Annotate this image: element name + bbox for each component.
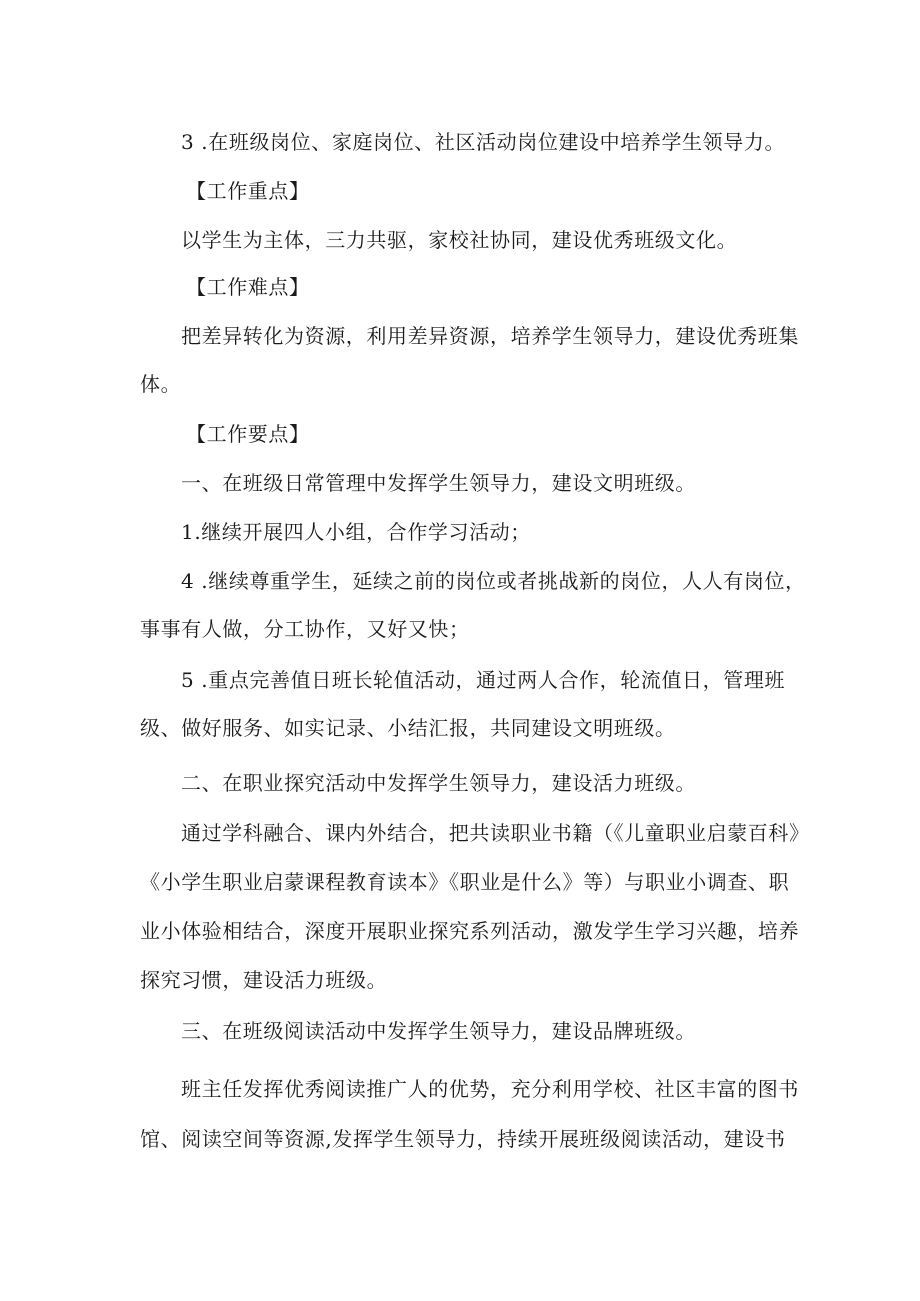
- section-3-title: 三、在班级阅读活动中发挥学生领导力，建设品牌班级。: [181, 1019, 696, 1043]
- work-difficulty-text-line1: 把差异转化为资源，利用差异资源，培养学生领导力，建设优秀班集: [181, 324, 799, 348]
- section-3-para-line1: 班主任发挥优秀阅读推广人的优势，充分利用学校、社区丰富的图书: [181, 1077, 799, 1101]
- item-3-text: 3 .在班级岗位、家庭岗位、社区活动岗位建设中培养学生领导力。: [181, 130, 786, 154]
- section-2-para-line4: 探究习惯，建设活力班级。: [140, 968, 388, 992]
- section-1-item-4-line2: 事事有人做，分工协作，又好又快；: [140, 617, 470, 641]
- section-2-para-line2: 《小学生职业启蒙课程教育读本》《职业是什么》等）与职业小调查、职: [140, 870, 790, 894]
- work-focus-text: 以学生为主体，三力共驱，家校社协同，建设优秀班级文化。: [181, 228, 738, 252]
- heading-work-focus: 【工作重点】: [186, 179, 310, 203]
- section-1-item-5-line2: 级、做好服务、如实记录、小结汇报，共同建设文明班级。: [140, 716, 676, 740]
- section-1-item-1: 1.继续开展四人小组，合作学习活动；: [181, 520, 531, 544]
- section-1-title: 一、在班级日常管理中发挥学生领导力，建设文明班级。: [181, 471, 696, 495]
- work-difficulty-text-line2: 体。: [140, 372, 182, 396]
- heading-work-difficulty: 【工作难点】: [186, 275, 310, 299]
- section-2-para-line1: 通过学科融合、课内外结合，把共读职业书籍（《儿童职业启蒙百科》: [181, 821, 810, 845]
- section-2-para-line3: 业小体验相结合，深度开展职业探究系列活动，激发学生学习兴趣，培养: [140, 919, 800, 943]
- section-3-para-line2: 馆、阅读空间等资源,发挥学生领导力，持续开展班级阅读活动，建设书: [140, 1127, 786, 1151]
- section-2-title: 二、在职业探究活动中发挥学生领导力，建设活力班级。: [181, 771, 696, 795]
- heading-work-points: 【工作要点】: [186, 422, 310, 446]
- section-1-item-5-line1: 5 .重点完善值日班长轮值活动，通过两人合作，轮流值日，管理班: [181, 668, 786, 692]
- section-1-item-4-line1: 4 .继续尊重学生，延续之前的岗位或者挑战新的岗位，人人有岗位，: [181, 569, 806, 593]
